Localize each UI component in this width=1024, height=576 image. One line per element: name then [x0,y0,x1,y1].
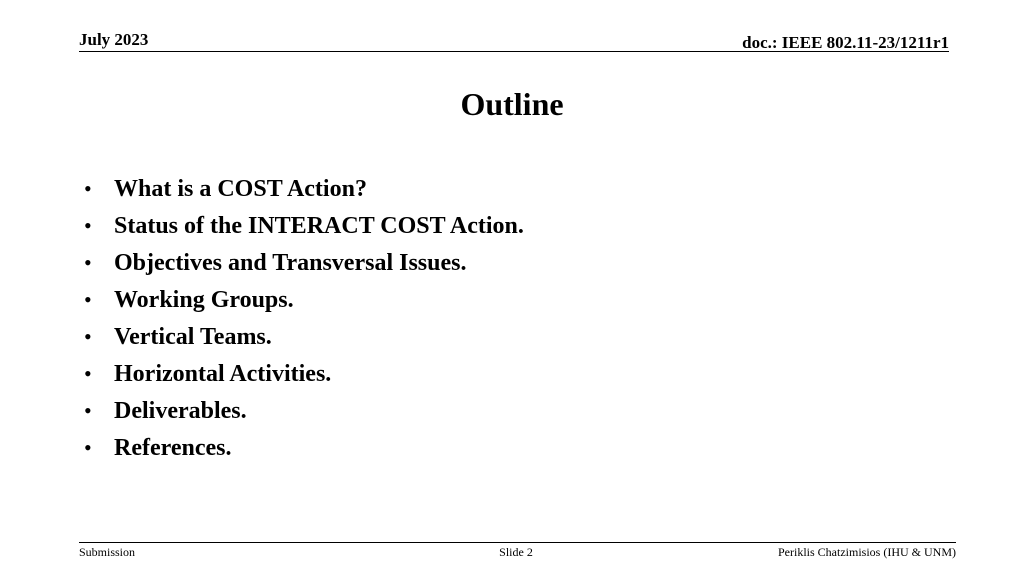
bullet-text: Deliverables. [114,398,247,424]
footer-submission: Submission [79,545,136,559]
footer-divider [79,542,956,543]
outline-bullet-list [84,170,524,466]
bullet-item [84,318,524,355]
bullet-item [84,244,524,281]
bullet-item [84,392,524,429]
bullet-icon: • [84,250,92,275]
slide-title: Outline [460,86,564,122]
bullet-icon: • [84,176,92,201]
footer-author: Periklis Chatzimisios (IHU & UNM) [778,545,956,559]
bullet-icon: • [84,287,92,312]
header-date: July 2023 [79,30,149,49]
bullet-text: Working Groups. [114,287,294,313]
bullet-text: Vertical Teams. [114,324,272,350]
bullet-text: References. [114,435,232,461]
bullet-text: What is a COST Action? [114,176,367,202]
header-divider [79,51,949,52]
bullet-item [84,170,524,207]
bullet-icon: • [84,213,92,238]
bullet-text: Horizontal Activities. [114,361,332,387]
bullet-icon: • [84,398,92,423]
bullet-text: Status of the INTERACT COST Action. [114,213,524,239]
bullet-icon: • [84,435,92,460]
header-doc-id: doc.: IEEE 802.11-23/1211r1 [742,33,949,52]
bullet-item [84,281,524,318]
bullet-item [84,207,524,244]
bullet-item [84,429,524,466]
footer-slide-number: Slide 2 [499,545,533,559]
bullet-icon: • [84,361,92,386]
bullet-item [84,355,524,392]
bullet-icon: • [84,324,92,349]
bullet-text: Objectives and Transversal Issues. [114,250,467,276]
